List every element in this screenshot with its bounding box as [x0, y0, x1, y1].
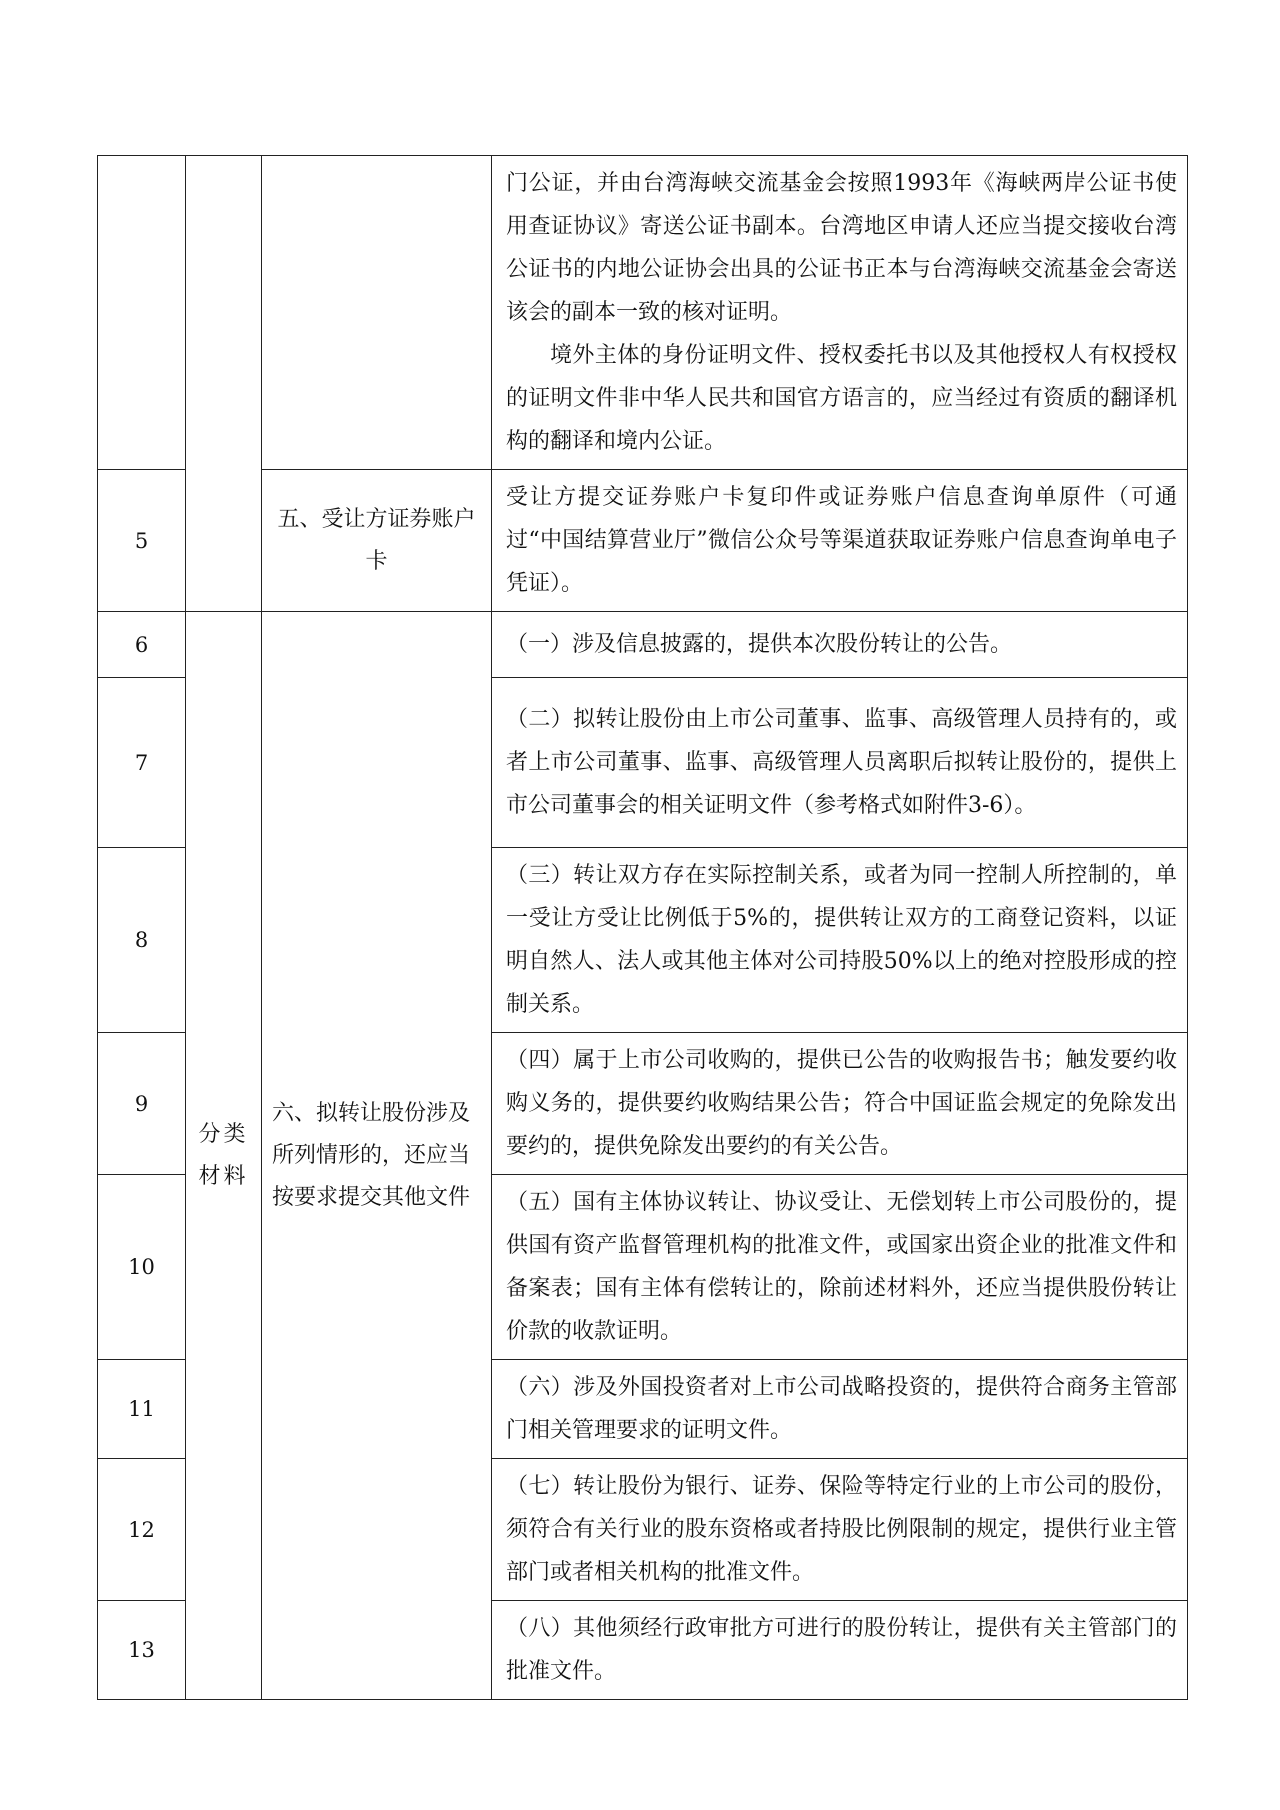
row-content-12: （七）转让股份为银行、证券、保险等特定行业的上市公司的股份，须符合有关行业的股东资格或者持股比例限制的规定，提供行业主管部门或者相关机构的批准文件。 — [492, 1459, 1188, 1601]
group-material-cell: 六、拟转让股份涉及所列情形的，还应当按要求提交其他文件 — [262, 612, 492, 1700]
row-content-8: （三）转让双方存在实际控制关系，或者为同一控制人所控制的，单一受让方受让比例低于5%的，提供转让双方的工商登记资料，以证明自然人、法人或其他主体对公司持股50%以上的绝对控股形成的控制关系。 — [492, 848, 1188, 1033]
row-number-13: 13 — [98, 1601, 186, 1700]
table-row — [98, 156, 1188, 470]
row-number-cell — [98, 156, 186, 470]
row-number-11: 11 — [98, 1360, 186, 1459]
row-content-11: （六）涉及外国投资者对上市公司战略投资的，提供符合商务主管部门相关管理要求的证明文件。 — [492, 1360, 1188, 1459]
material-securities-account-card: 五、受让方证券账户卡 — [262, 470, 492, 612]
row-content-10: （五）国有主体协议转让、协议受让、无偿划转上市公司股份的，提供国有资产监督管理机构的批准文件，或国家出资企业的批准文件和备案表；国有主体有偿转让的，除前述材料外，还应当提供股份转让价款的收款证明。 — [492, 1175, 1188, 1360]
continuation-paragraph-2: 境外主体的身份证明文件、授权委托书以及其他授权人有权授权的证明文件非中华人民共和国官方语言的，应当经过有资质的翻译机构的翻译和境内公证。 — [506, 343, 1177, 454]
materials-table — [97, 155, 1188, 1700]
category-cell-upper — [186, 156, 262, 612]
row-content-13: （八）其他须经行政审批方可进行的股份转让，提供有关主管部门的批准文件。 — [492, 1601, 1188, 1700]
row-content-7: （二）拟转让股份由上市公司董事、监事、高级管理人员持有的，或者上市公司董事、监事、高级管理人员离职后拟转让股份的，提供上市公司董事会的相关证明文件（参考格式如附件3-6）。 — [492, 678, 1188, 848]
row-content-6: （一）涉及信息披露的，提供本次股份转让的公告。 — [492, 612, 1188, 678]
row-number-6: 6 — [98, 612, 186, 678]
row-number-9: 9 — [98, 1033, 186, 1175]
category-cell — [186, 612, 262, 1700]
table-row — [98, 470, 1188, 612]
row-content-9: （四）属于上市公司收购的，提供已公告的收购报告书；触发要约收购义务的，提供要约收购结果公告；符合中国证监会规定的免除发出要约的，提供免除发出要约的有关公告。 — [492, 1033, 1188, 1175]
row-number-12: 12 — [98, 1459, 186, 1601]
row-number-10: 10 — [98, 1175, 186, 1360]
category-label: 分类材料 — [198, 1121, 249, 1189]
row-number-5: 5 — [98, 470, 186, 612]
row-content-5: 受让方提交证券账户卡复印件或证券账户信息查询单原件（可通过“中国结算营业厅”微信公众号等渠道获取证券账户信息查询单电子凭证）。 — [492, 470, 1188, 612]
continuation-paragraph-1: 门公证，并由台湾海峡交流基金会按照1993年《海峡两岸公证书使用查证协议》寄送公证书副本。台湾地区申请人还应当提交接收台湾公证书的内地公证协会出具的公证书正本与台湾海峡交流基金会寄送该会的副本一致的核对证明。 — [506, 171, 1177, 325]
row-number-7: 7 — [98, 678, 186, 848]
row-number-8: 8 — [98, 848, 186, 1033]
table-row — [98, 612, 1188, 678]
material-cell — [262, 156, 492, 470]
continuation-content-cell — [492, 156, 1188, 470]
